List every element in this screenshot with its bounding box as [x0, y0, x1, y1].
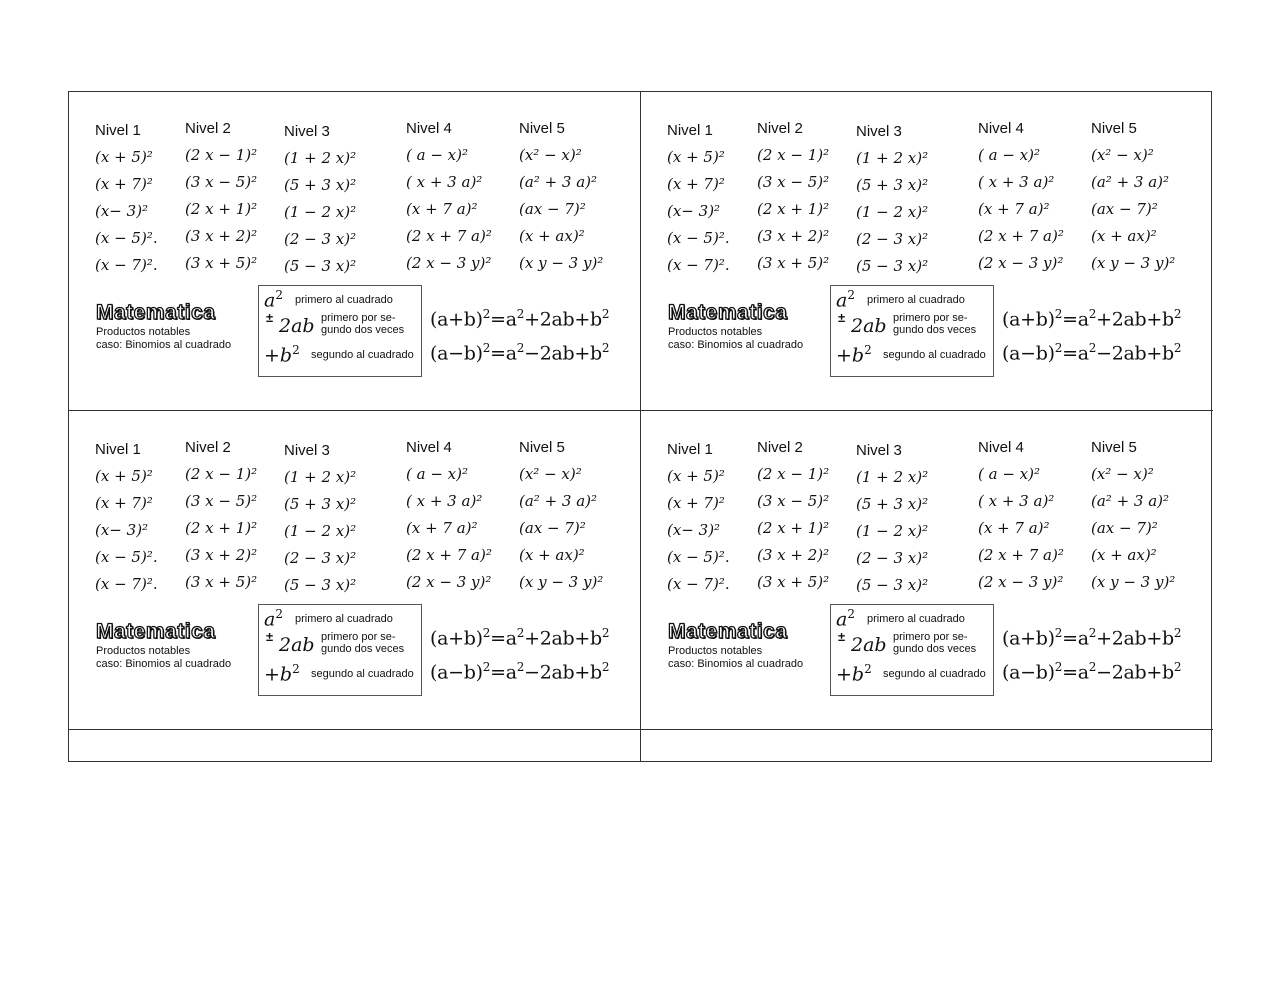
- formula-difference-square: $(a-b)^2=a^2-2ab+b^2$: [430, 660, 610, 684]
- rule-text-2: primero por se- gundo dos veces: [321, 312, 405, 336]
- exercise: (5 + 3 x)²: [856, 495, 929, 513]
- exercise: (5 + 3 x)²: [856, 176, 929, 194]
- rule-term-2: 2ab: [851, 634, 887, 656]
- plus-minus-sign: ±: [838, 310, 846, 325]
- exercise: (2 x + 7 a)²: [978, 227, 1064, 245]
- level-column-5: [1091, 118, 1175, 277]
- rule-text-2: primero por se- gundo dos veces: [893, 312, 977, 336]
- exercise: (3 x + 5)²: [757, 254, 830, 272]
- rule-term-2: 2ab: [851, 315, 887, 337]
- exercise: (5 − 3 x)²: [856, 576, 929, 594]
- exercise: (3 x + 5)²: [185, 254, 258, 272]
- exercise: (x + ax)²: [1091, 546, 1157, 564]
- exercise: ( x + 3 a)²: [978, 492, 1055, 510]
- level-column-3: [284, 118, 356, 280]
- exercise: (3 x − 5)²: [185, 173, 258, 191]
- exercise: (2 x − 3 y)²: [406, 254, 492, 272]
- exercise: (2 x − 1)²: [185, 465, 258, 483]
- subtitle-case: caso: Binomios al cuadrado: [668, 339, 804, 351]
- exercise: (x − 5)².: [667, 229, 730, 247]
- exercise: (x + 7)²: [667, 175, 725, 193]
- exercise: (1 − 2 x)²: [284, 203, 357, 221]
- exercise: (x + 5)²: [667, 467, 725, 485]
- level-heading: Nivel 4: [978, 439, 1024, 456]
- exercise: (5 − 3 x)²: [284, 576, 357, 594]
- exercise: (x + ax)²: [519, 546, 585, 564]
- identity-formulas: [430, 616, 609, 684]
- exercise: (x + 7 a)²: [978, 200, 1050, 218]
- rule-box: [258, 604, 422, 696]
- exercise-card-4: [641, 411, 1213, 730]
- rule-term-3: $+b^2$: [264, 343, 300, 367]
- level-column-1: [667, 437, 730, 598]
- subtitle-case: caso: Binomios al cuadrado: [668, 658, 804, 670]
- worksheet-sheet: [68, 91, 1212, 762]
- exercise-card-3: [69, 411, 641, 730]
- level-column-4: [978, 437, 1064, 596]
- exercise: (x + 7 a)²: [406, 519, 478, 537]
- level-column-1: [95, 437, 158, 598]
- level-heading: Nivel 3: [856, 123, 902, 140]
- exercise: (3 x − 5)²: [757, 492, 830, 510]
- formula-difference-square: $(a-b)^2=a^2-2ab+b^2$: [1002, 341, 1182, 365]
- level-heading: Nivel 4: [406, 120, 452, 137]
- level-column-1: [667, 118, 730, 279]
- level-column-5: [519, 118, 603, 277]
- exercise: (x y − 3 y)²: [1091, 573, 1176, 591]
- level-heading: Nivel 1: [667, 122, 713, 139]
- rule-text-1: primero al cuadrado: [867, 294, 965, 306]
- exercise: (3 x + 2)²: [757, 227, 830, 245]
- exercise: ( a − x)²: [406, 146, 468, 164]
- exercise: (x − 7)².: [667, 575, 730, 593]
- level-heading: Nivel 5: [519, 120, 565, 137]
- exercise: (x + ax)²: [1091, 227, 1157, 245]
- identity-formulas: [430, 297, 609, 365]
- exercise: (2 x + 1)²: [185, 519, 258, 537]
- exercise: (3 x + 5)²: [185, 573, 258, 591]
- exercise: (a² + 3 a)²: [1091, 173, 1170, 191]
- level-heading: Nivel 3: [284, 442, 330, 459]
- plus-minus-sign: ±: [266, 629, 274, 644]
- exercise: (x− 3)²: [667, 202, 721, 220]
- rule-text-2: primero por se- gundo dos veces: [893, 631, 977, 655]
- exercise: (1 + 2 x)²: [856, 149, 929, 167]
- level-heading: Nivel 2: [185, 120, 231, 137]
- subtitle-topic: Productos notables: [668, 645, 763, 657]
- subtitle-topic: Productos notables: [96, 645, 191, 657]
- level-column-4: [406, 118, 492, 277]
- exercise: ( a − x)²: [978, 465, 1040, 483]
- exercise: (2 x − 1)²: [757, 146, 830, 164]
- exercise: (3 x + 2)²: [185, 227, 258, 245]
- level-column-4: [406, 437, 492, 596]
- exercise: (1 − 2 x)²: [284, 522, 357, 540]
- rule-box: [258, 285, 422, 377]
- rule-term-3: $+b^2$: [836, 662, 872, 686]
- rule-text-3: segundo al cuadrado: [311, 668, 414, 680]
- formula-difference-square: $(a-b)^2=a^2-2ab+b^2$: [430, 341, 610, 365]
- exercise: (x + 5)²: [667, 148, 725, 166]
- exercise: (2 − 3 x)²: [856, 549, 929, 567]
- rule-term-2: 2ab: [279, 634, 315, 656]
- exercise: (5 + 3 x)²: [284, 176, 357, 194]
- exercise: (x − 5)².: [95, 548, 158, 566]
- exercise: ( a − x)²: [406, 465, 468, 483]
- exercise: (3 x − 5)²: [757, 173, 830, 191]
- exercise: (5 + 3 x)²: [284, 495, 357, 513]
- exercise: (x − 7)².: [95, 256, 158, 274]
- level-heading: Nivel 5: [519, 439, 565, 456]
- matematica-logo: Matematica: [668, 301, 788, 324]
- exercise: (a² + 3 a)²: [1091, 492, 1170, 510]
- exercise: (1 + 2 x)²: [284, 468, 357, 486]
- rule-box: [830, 604, 994, 696]
- brand-block: [96, 300, 231, 352]
- subtitle-topic: Productos notables: [668, 326, 763, 338]
- formula-sum-square: $(a+b)^2=a^2+2ab+b^2$: [430, 307, 610, 331]
- exercise: (x + 7)²: [95, 175, 153, 193]
- formula-sum-square: $(a+b)^2=a^2+2ab+b^2$: [430, 626, 610, 650]
- exercise: (x² − x)²: [1091, 146, 1154, 164]
- exercise: (x + 7 a)²: [406, 200, 478, 218]
- exercise: (x − 5)².: [667, 548, 730, 566]
- level-heading: Nivel 5: [1091, 439, 1137, 456]
- exercise: (x − 7)².: [667, 256, 730, 274]
- exercise: (2 x − 3 y)²: [406, 573, 492, 591]
- exercise: (2 x + 1)²: [185, 200, 258, 218]
- matematica-logo: Matematica: [96, 301, 216, 324]
- exercise: (x² − x)²: [519, 146, 582, 164]
- exercise: (2 x − 1)²: [757, 465, 830, 483]
- subtitle-topic: Productos notables: [96, 326, 191, 338]
- plus-minus-sign: ±: [838, 629, 846, 644]
- exercise: (x y − 3 y)²: [519, 573, 604, 591]
- exercise: (x − 7)².: [95, 575, 158, 593]
- exercise: ( x + 3 a)²: [978, 173, 1055, 191]
- matematica-logo: Matematica: [96, 620, 216, 643]
- subtitle-case: caso: Binomios al cuadrado: [96, 658, 232, 670]
- rule-text-2: primero por se- gundo dos veces: [321, 631, 405, 655]
- empty-cell-right: [641, 730, 1211, 761]
- exercise: (3 x + 2)²: [185, 546, 258, 564]
- level-heading: Nivel 3: [284, 123, 330, 140]
- exercise: (2 − 3 x)²: [856, 230, 929, 248]
- exercise: ( a − x)²: [978, 146, 1040, 164]
- level-heading: Nivel 2: [757, 120, 803, 137]
- exercise: ( x + 3 a)²: [406, 492, 483, 510]
- exercise: (ax − 7)²: [519, 519, 586, 537]
- exercise: (x− 3)²: [95, 521, 149, 539]
- exercise: (a² + 3 a)²: [519, 492, 598, 510]
- formula-sum-square: $(a+b)^2=a^2+2ab+b^2$: [1002, 626, 1182, 650]
- exercise: (x + 5)²: [95, 467, 153, 485]
- exercise: (x y − 3 y)²: [1091, 254, 1176, 272]
- rule-text-1: primero al cuadrado: [295, 294, 393, 306]
- formula-difference-square: $(a-b)^2=a^2-2ab+b^2$: [1002, 660, 1182, 684]
- exercise: (2 − 3 x)²: [284, 549, 357, 567]
- level-heading: Nivel 2: [185, 439, 231, 456]
- exercise: (1 + 2 x)²: [856, 468, 929, 486]
- rule-term-1: $a^2$: [836, 288, 855, 312]
- level-heading: Nivel 5: [1091, 120, 1137, 137]
- exercise: (2 x − 3 y)²: [978, 573, 1064, 591]
- exercise-card-2: [641, 92, 1213, 411]
- exercise: (2 x + 7 a)²: [406, 227, 492, 245]
- rule-term-2: 2ab: [279, 315, 315, 337]
- level-heading: Nivel 1: [667, 441, 713, 458]
- exercise: (x + 7)²: [667, 494, 725, 512]
- level-column-1: [95, 118, 158, 279]
- exercise: (2 x + 7 a)²: [406, 546, 492, 564]
- exercise: (3 x − 5)²: [185, 492, 258, 510]
- rule-term-3: $+b^2$: [264, 662, 300, 686]
- exercise: (x + 7 a)²: [978, 519, 1050, 537]
- exercise: (2 x + 1)²: [757, 200, 830, 218]
- exercise: (ax − 7)²: [1091, 200, 1158, 218]
- exercise: (5 − 3 x)²: [284, 257, 357, 275]
- exercise: (2 x − 3 y)²: [978, 254, 1064, 272]
- level-column-2: [757, 118, 829, 277]
- exercise: (x + 5)²: [95, 148, 153, 166]
- exercise: (2 − 3 x)²: [284, 230, 357, 248]
- exercise: (x− 3)²: [667, 521, 721, 539]
- level-column-5: [519, 437, 603, 596]
- exercise: (1 − 2 x)²: [856, 203, 929, 221]
- rule-term-1: $a^2$: [836, 607, 855, 631]
- rule-term-3: $+b^2$: [836, 343, 872, 367]
- exercise: (x² − x)²: [1091, 465, 1154, 483]
- exercise: (x − 5)².: [95, 229, 158, 247]
- rule-text-3: segundo al cuadrado: [311, 349, 414, 361]
- level-column-2: [757, 437, 829, 596]
- level-column-3: [856, 437, 928, 599]
- identity-formulas: [1002, 616, 1181, 684]
- brand-block: [668, 619, 803, 671]
- exercise: (3 x + 5)²: [757, 573, 830, 591]
- identity-formulas: [1002, 297, 1181, 365]
- plus-minus-sign: ±: [266, 310, 274, 325]
- subtitle-case: caso: Binomios al cuadrado: [96, 339, 232, 351]
- exercise: (a² + 3 a)²: [519, 173, 598, 191]
- exercise: (ax − 7)²: [1091, 519, 1158, 537]
- rule-text-3: segundo al cuadrado: [883, 668, 986, 680]
- exercise: (2 x − 1)²: [185, 146, 258, 164]
- level-heading: Nivel 4: [978, 120, 1024, 137]
- exercise: (x² − x)²: [519, 465, 582, 483]
- level-column-2: [185, 118, 257, 277]
- exercise: (ax − 7)²: [519, 200, 586, 218]
- level-column-2: [185, 437, 257, 596]
- brand-block: [96, 619, 231, 671]
- matematica-logo: Matematica: [668, 620, 788, 643]
- formula-sum-square: $(a+b)^2=a^2+2ab+b^2$: [1002, 307, 1182, 331]
- exercise: (x + 7)²: [95, 494, 153, 512]
- rule-text-3: segundo al cuadrado: [883, 349, 986, 361]
- level-column-3: [856, 118, 928, 280]
- level-heading: Nivel 1: [95, 441, 141, 458]
- exercise: (2 x + 7 a)²: [978, 546, 1064, 564]
- empty-cell-left: [69, 730, 641, 761]
- exercise: (1 + 2 x)²: [284, 149, 357, 167]
- rule-box: [830, 285, 994, 377]
- exercise: (x y − 3 y)²: [519, 254, 604, 272]
- rule-text-1: primero al cuadrado: [867, 613, 965, 625]
- level-heading: Nivel 4: [406, 439, 452, 456]
- exercise: (5 − 3 x)²: [856, 257, 929, 275]
- level-heading: Nivel 3: [856, 442, 902, 459]
- exercise: (1 − 2 x)²: [856, 522, 929, 540]
- level-heading: Nivel 1: [95, 122, 141, 139]
- level-column-5: [1091, 437, 1175, 596]
- exercise: (3 x + 2)²: [757, 546, 830, 564]
- exercise: (x + ax)²: [519, 227, 585, 245]
- rule-term-1: $a^2$: [264, 288, 283, 312]
- brand-block: [668, 300, 803, 352]
- exercise: (2 x + 1)²: [757, 519, 830, 537]
- exercise: (x− 3)²: [95, 202, 149, 220]
- level-heading: Nivel 2: [757, 439, 803, 456]
- rule-text-1: primero al cuadrado: [295, 613, 393, 625]
- level-column-3: [284, 437, 356, 599]
- level-column-4: [978, 118, 1064, 277]
- rule-term-1: $a^2$: [264, 607, 283, 631]
- exercise: ( x + 3 a)²: [406, 173, 483, 191]
- exercise-card-1: [69, 92, 641, 411]
